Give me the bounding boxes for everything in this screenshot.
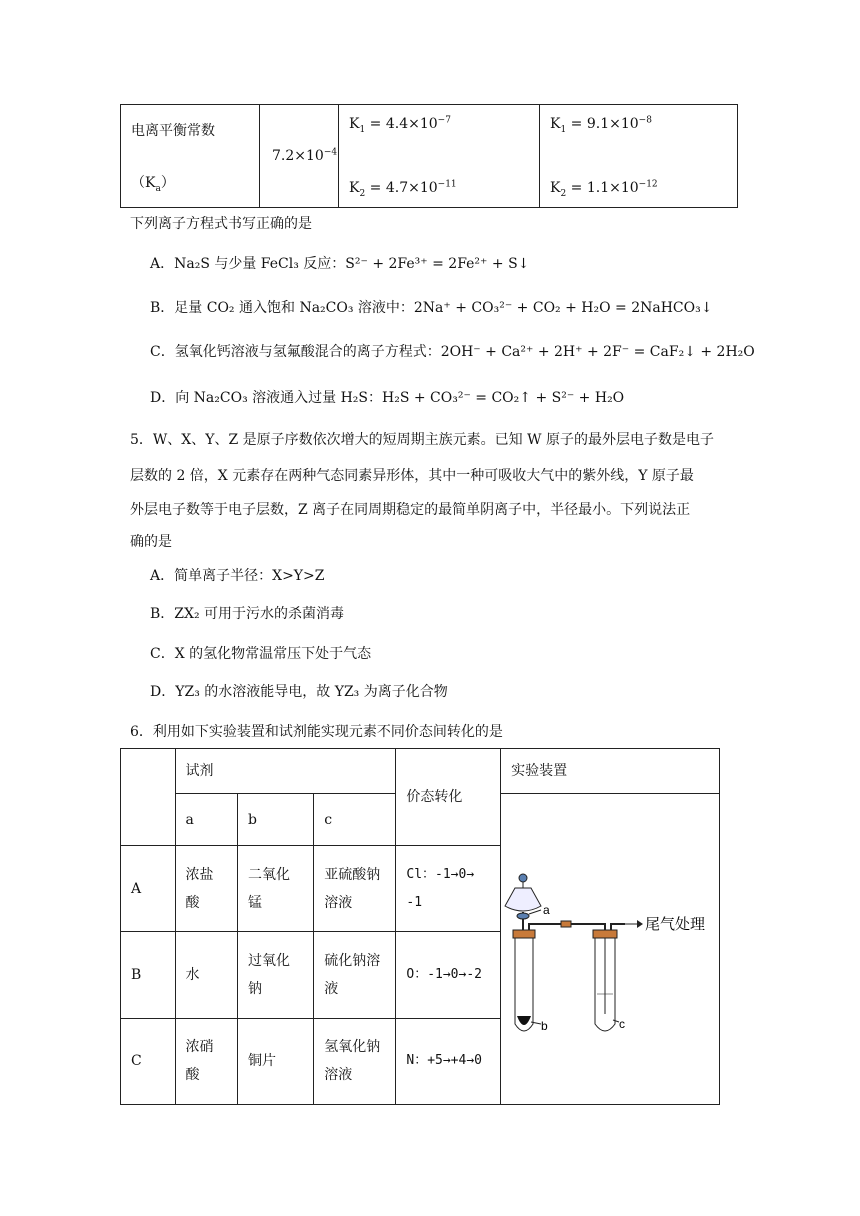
hf-constant: $7.2\times 10^{-4}$ [272, 147, 338, 164]
q5-option-d: D．YZ₃ 的水溶液能导电，故 YZ₃ 为离子化合物 [150, 684, 448, 700]
row-a-reagent-b: 二氧化 锰 [237, 846, 313, 932]
h2co3-constants-cell [339, 105, 540, 208]
row-label-cell [121, 105, 260, 208]
h2s-constants-cell [540, 105, 738, 208]
subheader-b: b [237, 794, 313, 846]
row-label-text: 电离平衡常数 [131, 123, 215, 139]
q4-stem: 下列离子方程式书写正确的是 [130, 216, 312, 232]
row-label-symbol: $(K_a)$ [131, 175, 175, 194]
subheader-a: a [175, 794, 237, 846]
row-b-valence: O：-1→0→-2 [396, 932, 501, 1018]
q4-option-d: D．向 Na₂CO₃ 溶液通入过量 H₂S：H₂S + CO₃²⁻ = CO₂↑ + S²⁻ + H₂O [150, 390, 625, 406]
q5-option-a: A．简单离子半径：X>Y>Z [150, 568, 325, 584]
q4-option-b: B．足量 CO₂ 通入饱和 Na₂CO₃ 溶液中：2Na⁺ + CO₃²⁻ + CO₂ + H₂O = 2NaHCO₃↓ [150, 300, 713, 316]
row-a-reagent-a: 浓盐 酸 [175, 846, 237, 932]
q4-option-c: C．氢氧化钙溶液与氢氟酸混合的离子方程式：2OH⁻ + Ca²⁺ + 2H⁺ + 2F⁻ = CaF₂↓ + 2H₂O [150, 344, 755, 360]
q5-option-b: B．ZX₂ 可用于污水的杀菌消毒 [150, 606, 345, 622]
row-b-reagent-b: 过氧化 钠 [237, 932, 313, 1018]
label-b: b [541, 1019, 548, 1033]
h2s-k2: $K_2 = 1.1\times 10^{-12}$ [550, 179, 658, 199]
row-b-label: B [121, 932, 176, 1018]
row-c-reagent-a: 浓硝 酸 [175, 1018, 237, 1104]
header-apparatus: 实验装置 [501, 749, 720, 794]
corner-cell [121, 749, 176, 846]
funnel-icon [505, 888, 541, 911]
row-c-reagent-b: 铜片 [237, 1018, 313, 1104]
q5-stem-line2: 层数的 2 倍，X 元素存在两种气态同素异形体，其中一种可吸收大气中的紫外线，Y 原子最 [130, 468, 694, 484]
h2co3-k2: $K_2 = 4.7\times 10^{-11}$ [349, 179, 457, 199]
q5-stem-line3: 外层电子数等于电子层数，Z 离子在同周期稳定的最简单阴离子中，半径最小。下列说法正 [130, 502, 691, 518]
tail-gas-label: 尾气处理 [645, 915, 706, 933]
rubber-stopper-left [513, 930, 535, 938]
q5-stem-line4: 确的是 [130, 534, 172, 550]
label-a: a [543, 903, 550, 917]
h2s-k1: $K_1 = 9.1\times 10^{-8}$ [550, 115, 652, 135]
q6-stem: 6．利用如下实验装置和试剂能实现元素不同价态间转化的是 [130, 724, 503, 740]
row-b-reagent-a: 水 [175, 932, 237, 1018]
h2co3-k1: $K_1 = 4.4\times 10^{-7}$ [349, 115, 451, 135]
row-b-reagent-c: 硫化钠溶 液 [314, 932, 396, 1018]
label-c: c [619, 1017, 626, 1031]
stopper-icon [519, 874, 527, 882]
arrow-right-icon [637, 920, 643, 928]
row-c-label: C [121, 1018, 176, 1104]
hf-constant-cell [260, 105, 339, 208]
row-a-label: A [121, 846, 176, 932]
q4-option-a: A．Na₂S 与少量 FeCl₃ 反应：S²⁻ + 2Fe³⁺ = 2Fe²⁺ + S↓ [150, 256, 530, 272]
row-c-valence: N：+5→+4→0 [396, 1018, 501, 1104]
rubber-stopper-right [593, 930, 617, 938]
subheader-c: c [314, 794, 396, 846]
ionization-constant-table [120, 104, 738, 208]
row-a-valence: Cl：-1→0→ -1 [396, 846, 501, 932]
row-a-reagent-c: 亚硫酸钠 溶液 [314, 846, 396, 932]
apparatus-diagram [501, 794, 709, 1094]
q5-option-c: C．X 的氢化物常温常压下处于气态 [150, 646, 372, 662]
row-c-reagent-c: 氢氧化钠 溶液 [314, 1018, 396, 1104]
q5-stem-line1: 5．W、X、Y、Z 是原子序数依次增大的短周期主族元素。已知 W 原子的最外层电子数是电子 [130, 432, 714, 448]
header-valence: 价态转化 [396, 749, 501, 846]
reagent-table [120, 748, 720, 1105]
apparatus-cell [501, 794, 720, 1105]
header-reagent: 试剂 [175, 749, 396, 794]
